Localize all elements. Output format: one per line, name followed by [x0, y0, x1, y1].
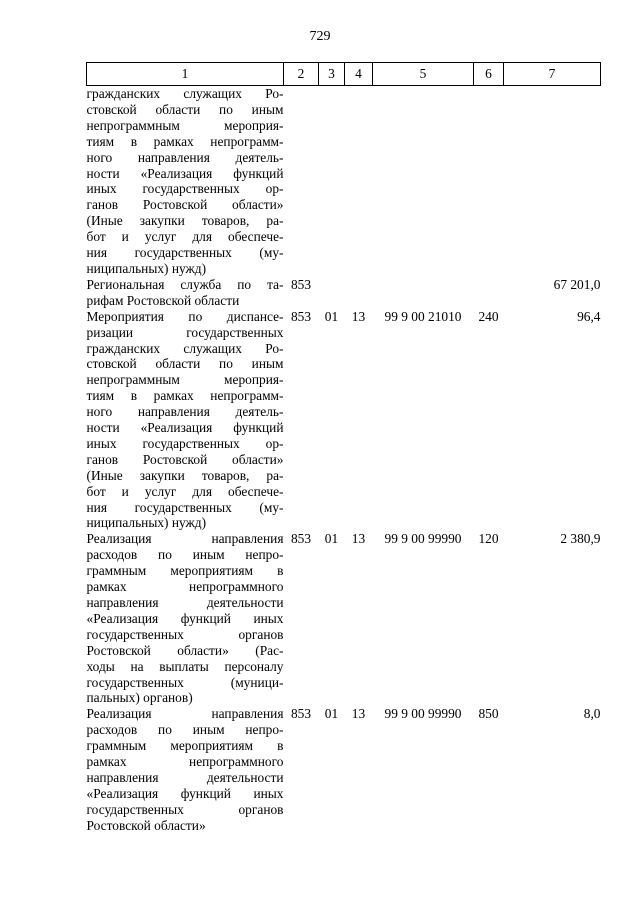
description-line: непрограммным мероприя- [86, 117, 284, 133]
target-article-cell: 99 9 00 21010 [384, 308, 462, 324]
subsection-code-cell: 13 [351, 531, 366, 547]
description-line: государственных (муници- [86, 674, 284, 690]
description-line: Мероприятия по диспансе- [86, 308, 284, 324]
section-code-cell: 01 [324, 706, 339, 722]
description-line: ности «Реализация функций [86, 165, 284, 181]
description-line: пальных) органов) [86, 690, 193, 706]
description-line: гражданских служащих Ро- [86, 340, 284, 356]
description-line: направления деятельности [86, 595, 284, 610]
table-row [87, 706, 601, 833]
description-line: (Иные закупки товаров, ра- [86, 467, 284, 483]
amount-cell: 2 380,9 [560, 531, 601, 547]
description-line: иных государственных ор- [86, 181, 284, 197]
budget-table [86, 62, 601, 834]
description-line: «Реализация функций иных [86, 610, 284, 626]
grbs-code-cell: 853 [290, 706, 312, 722]
description-line: государственных органов [86, 626, 284, 642]
description-line: непрограммным мероприя- [86, 372, 284, 388]
description-line: Ростовской области» (Рас- [86, 642, 284, 658]
description-line: рифам Ростовской области [86, 292, 240, 308]
page-number: 729 [309, 29, 331, 44]
description-line: «Реализация функций иных [86, 785, 284, 801]
description-line: граммным мероприятиям в [86, 738, 284, 754]
description-line: ного направления деятель- [86, 149, 284, 165]
column-header: 5 [373, 63, 474, 86]
description-line: Региональная служба по та- [86, 276, 284, 292]
description-line: бот и услуг для обеспече- [86, 483, 284, 499]
description-line: расходов по иным непро- [86, 722, 284, 738]
description-line: ния государственных (му- [86, 499, 284, 515]
description-line: рамках непрограммного [86, 579, 284, 595]
description-line: Реализация направления [86, 531, 284, 547]
expense-type-cell [474, 277, 504, 309]
description-line: рамках непрограммного [86, 754, 284, 770]
column-header: 6 [474, 63, 504, 86]
column-header: 3 [319, 63, 345, 86]
description-line: ходы на выплаты персоналу [86, 658, 284, 674]
expense-type-cell: 120 [478, 531, 499, 547]
description-line: расходов по иным непро- [86, 547, 284, 563]
amount-cell: 8,0 [583, 706, 601, 722]
section-code-cell: 01 [324, 308, 339, 324]
target-article-cell [373, 86, 474, 277]
table-row [87, 531, 601, 706]
description-line: ганов Ростовской области» [86, 197, 284, 213]
amount-cell: 67 201,0 [553, 276, 601, 292]
description-line: ганов Ростовской области» [86, 451, 284, 467]
subsection-code-cell [345, 86, 373, 277]
description-line: ниципальных) нужд) [86, 515, 207, 531]
description-line: ности «Реализация функций [86, 420, 284, 436]
amount-cell: 96,4 [577, 308, 601, 324]
table-row [87, 309, 601, 532]
description-line: бот и услуг для обеспече- [86, 229, 284, 245]
description-line: государственных органов [86, 801, 284, 817]
description-line: тиям в рамках непрограмм- [86, 133, 284, 149]
description-line: Ростовской области» [86, 817, 206, 833]
description-line: Реализация направления [86, 706, 284, 722]
description-line: стовской области по иным [86, 356, 284, 372]
description-line: ного направления деятель- [86, 404, 284, 420]
expense-type-cell [474, 86, 504, 277]
grbs-code-cell [284, 86, 319, 277]
column-header: 7 [504, 63, 601, 86]
expense-type-cell: 850 [478, 706, 499, 722]
column-number-header [87, 63, 601, 86]
table-body [87, 86, 601, 834]
description-line: (Иные закупки товаров, ра- [86, 213, 284, 229]
section-code-cell [319, 277, 345, 309]
column-header: 4 [345, 63, 373, 86]
description-line: ниципальных) нужд) [86, 260, 207, 276]
description-line: иных государственных ор- [86, 435, 284, 451]
description-cell [87, 309, 284, 532]
subsection-code-cell: 13 [351, 706, 366, 722]
grbs-code-cell: 853 [290, 531, 312, 547]
description-cell [87, 277, 284, 309]
description-line: граммным мероприятиям в [86, 563, 284, 579]
description-line: тиям в рамках непрограмм- [86, 388, 284, 404]
target-article-cell: 99 9 00 99990 [384, 531, 462, 547]
description-cell [87, 706, 284, 833]
description-cell [87, 86, 284, 277]
target-article-cell [373, 277, 474, 309]
description-line: стовской области по иным [86, 101, 284, 117]
description-line: ния государственных (му- [86, 245, 284, 261]
column-header: 1 [87, 63, 284, 86]
table-row [87, 277, 601, 309]
section-code-cell [319, 86, 345, 277]
subsection-code-cell: 13 [351, 308, 366, 324]
expense-type-cell: 240 [478, 308, 499, 324]
subsection-code-cell [345, 277, 373, 309]
grbs-code-cell: 853 [290, 276, 312, 292]
section-code-cell: 01 [324, 531, 339, 547]
description-cell [87, 531, 284, 706]
grbs-code-cell: 853 [290, 308, 312, 324]
description-line: направления деятельности [86, 769, 284, 785]
target-article-cell: 99 9 00 99990 [384, 706, 462, 722]
amount-cell [504, 86, 601, 277]
description-line: гражданских служащих Ро- [86, 86, 284, 101]
table-row [87, 86, 601, 277]
description-line: ризации государственных [86, 324, 284, 340]
column-header: 2 [284, 63, 319, 86]
